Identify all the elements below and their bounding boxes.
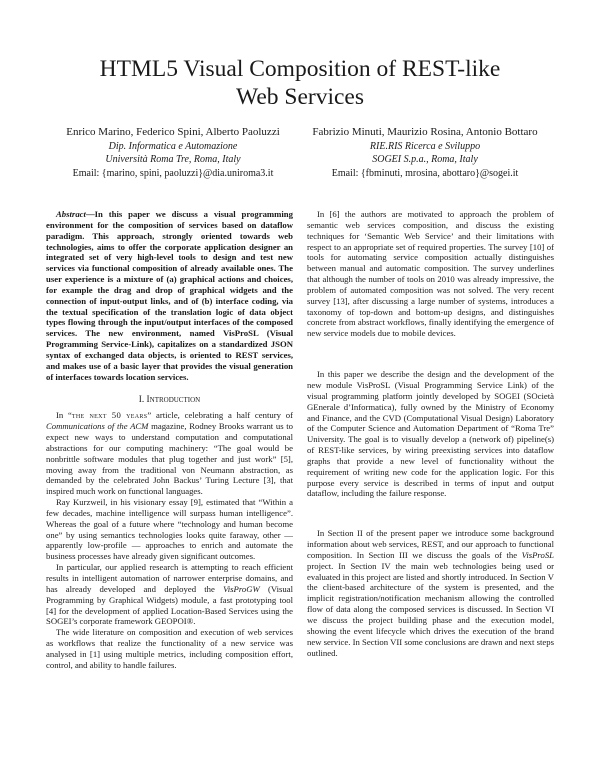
text-run: In “ [56,410,72,421]
text-run: project. In Section IV the main web technologies being used or evaluated in this project are listed and shortly introduced. In Section V the client-based architecture of the system is presented, and the implicit registration/notification mechanism allowing the controlled flow of data along the composed services is discussed. In Section VI we discuss the project building phase and the execution model, showing the event lifecycle which drives the execution of the brand new service. In Section VII some conclusions are drawn and next steps outlined. [307,560,554,658]
text-run: In particular, our applied research is attempting to reach efficient results in intelligent automation of narrower enterprise domains, and has already developed and deployed the [46,562,293,594]
text-run: magazine, Rodney Brooks warrant us to expect new ways to understand computation and computational abstractions for our computing machinery: “The goal would be nonbrittle software modules that plug together and just work” [5], moving away from the traditional von Neumann abstraction, as demanded by the celebrated John Backus’ Turing Lecture [3], that inspired much work on functional languages. [46,421,294,497]
text-run: ” article, celebrating a half century of [147,410,293,421]
abstract-label: Abstract [56,209,86,219]
author-department: Dip. Informatica e Automazione [108,140,238,152]
author-block-left [48,126,298,180]
section-heading: I. Introduction [138,394,201,405]
text-run-italic: Communications of the ACM [46,421,149,432]
paragraph [46,410,293,497]
text-run-italic: VisProGW [223,583,260,594]
abstract-text: —In this paper we discuss a visual programming environment for the composition of services based on dataflow paradigm. This approach, strongly oriented towards web technologies, aims to offer the corporate application designer an integrated set of very high-level tools to design and test new services via functional composition of already available ones. The user experience is a mixture of (a) graphical actions and choices, for example the drag and drop of graphical widgets and the connection of input-output links, and of (b) interface coding, via the textual specification of the translation logic of data object types flowing through the input/output interfaces of the composed services. The new environment, named VisProSL (Visual Programming Service-Link), capitalizes on a standardized JSON syntax of exchanged data objects, is oriented to REST services, and makes use of a basic layer that provides the visual generation of interfaces towards location services. [46,209,293,382]
paragraph [307,528,554,658]
author-organization: SOGEI S.p.a., Roma, Italy [372,154,478,165]
paragraph: In this paper we describe the design and the development of the new module VisProSL (Visual Programming Service Link) of the visual programming platform jointly developed by SOGEI (SOcietà GEnerale d’Informatica), fully owned by the Ministry of Economy and Finance, and the CVD (Computational Visual Design) Laboratory of the Computer Science and Automation Department of “Roma Tre” University. The goal is to visually develop a (network of) pipeline(s) of REST-like services, by wiring preexisting services into dataflow graphs that provide a new level of functionality without the requirement of writing new code for the application logic. For this purpose every service is described in terms of input and output dataflow, including the failure response. [307,369,554,499]
author-block-right [300,126,550,180]
author-names: Enrico Marino, Federico Spini, Alberto Paoluzzi [66,126,280,138]
author-names: Fabrizio Minuti, Maurizio Rosina, Antonio Bottaro [312,126,538,138]
abstract [46,209,293,383]
text-run: (Visual Programming by Graphical Widgets) module, a fast prototyping tool [4] for the development of applied Location-Based Services using the SOGEI’s corporate framework GEOPOI®. [46,583,294,627]
author-department: RIE.RIS Ricerca e Sviluppo [369,140,481,152]
paragraph: In [6] the authors are motivated to approach the problem of semantic web services composition, and discuss the existing techniques for ‘Semantic Web Service’ and their limitations with respect to an appropriate set of required properties. The survey [10] of tools for automating service composition actually distinguishes between manual and automatic composition. The survey underlines that although the number of tools on 2010 was already impressive, the problem of automated composition was not solved. The very recent survey [13], after discussing a large number of systems, introduces a taxonomy of top-down and bottom-up designs, and distinguishes concrete from abstract workflows, finally identifying the emergence of new service models due to mobile devices. [307,209,554,339]
paragraph-gap [307,499,554,528]
paragraph [46,562,293,627]
text-run-smallcaps: the next 50 years [71,410,148,421]
paragraph: Ray Kurzweil, in his visionary essay [9], estimated that “Within a few decades, machine intelligence will surpass human intelligence”. Whereas the goal of a future where “technology and human become one” by using semantics technologies looks quite faraway, other — apparently low-profile — approaches to enrich and automate the business processes have already given significant outcomes. [46,497,293,562]
text-run: In Section II of the present paper we introduce some background information about web services, REST, and our approach to functional composition. In Section III we discuss the goals of the [307,528,554,560]
author-university: Università Roma Tre, Roma, Italy [105,154,241,165]
paragraph-gap [307,339,554,369]
left-column [46,209,293,671]
author-email: Email: {fbminuti, mrosina, abottaro}@sogei.it [331,167,519,179]
author-email: Email: {marino, spini, paoluzzi}@dia.uniroma3.it [72,167,274,179]
text-run-italic: VisProSL [521,549,554,560]
title-line-2: Web Services [236,84,364,110]
title-line-1: HTML5 Visual Composition of REST-like [99,56,501,82]
paper-title [40,55,560,111]
paragraph: The wide literature on composition and execution of web services as workflows that realize the functionality of a new service was analysed in [1] using multiple metrics, including composition effort, control, and ability to handle failures. [46,627,293,670]
right-column [307,209,554,658]
